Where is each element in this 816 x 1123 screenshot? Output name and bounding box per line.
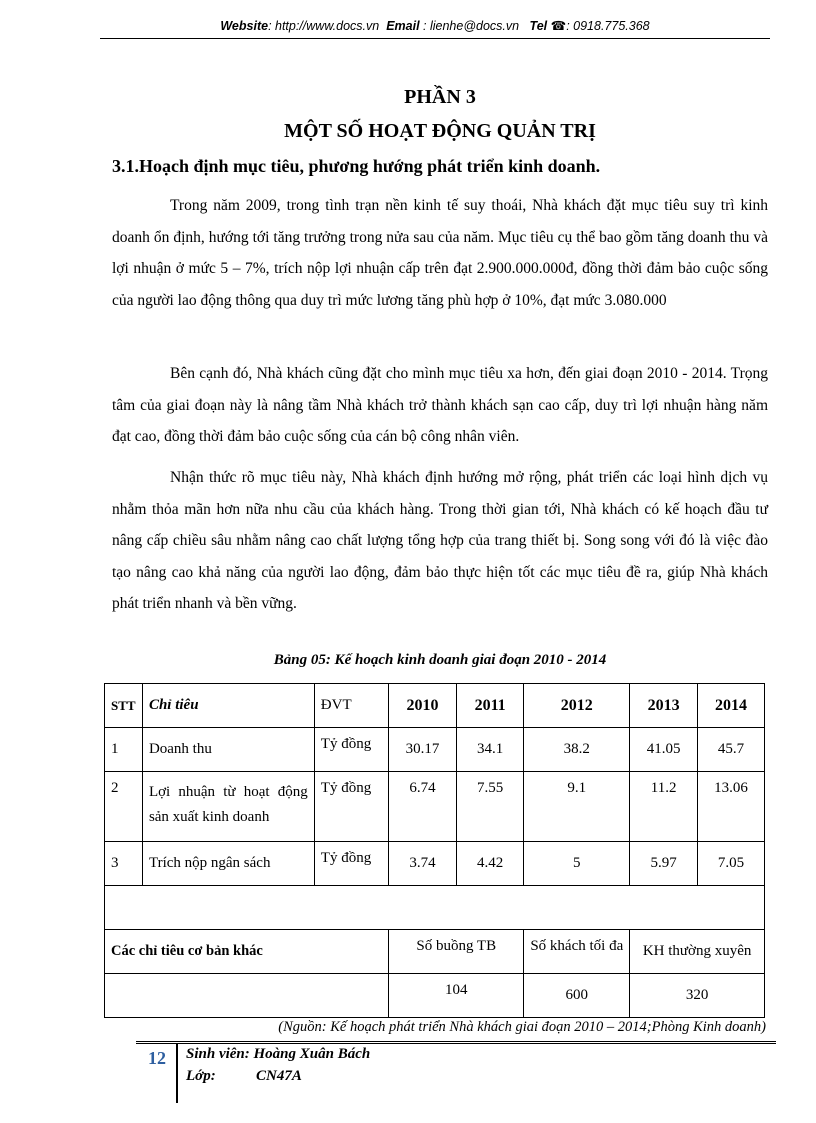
paragraph-2: Bên cạnh đó, Nhà khách cũng đặt cho mình mục tiêu xa hơn, đến giai đoạn 2010 - 2014. Trọng tâm của giai đoạn này là nâng tầm Nhà khách trở thành khách sạn cao cấp, duy trì lợi nhuận hàng năm đạt cao, đồng thời đảm bảo cuộc sống của cán bộ công nhân viên. — [112, 365, 768, 445]
footer-divider — [136, 1041, 776, 1044]
cell-value: 38.2 — [524, 728, 630, 772]
table-row — [105, 728, 765, 772]
cell-value: 5.97 — [630, 842, 698, 886]
table-row — [105, 842, 765, 886]
cell-indicator: Trích nộp ngân sách — [142, 842, 314, 886]
other-value-guests: 600 — [524, 974, 630, 1018]
cell-unit: Tỷ đồng — [314, 728, 388, 772]
other-header-regular: KH thường xuyên — [630, 930, 765, 974]
cell-stt: 1 — [105, 728, 143, 772]
email-address: : lienhe@docs.vn — [423, 19, 520, 33]
email-label: Email — [386, 19, 420, 33]
page-number: 12 — [148, 1048, 166, 1068]
business-plan-table — [104, 683, 765, 1018]
cell-stt: 2 — [105, 772, 143, 842]
header-divider — [100, 38, 770, 39]
cell-indicator: Doanh thu — [142, 728, 314, 772]
cell-value: 30.17 — [389, 728, 457, 772]
header-indicator: Chỉ tiêu — [142, 684, 314, 728]
website-label: Website — [220, 19, 269, 33]
cell-value: 11.2 — [630, 772, 698, 842]
table-row — [105, 772, 765, 842]
other-value-regular: 320 — [630, 974, 765, 1018]
section-title: 3.1.Hoạch định mục tiêu, phương hướng phát triển kinh doanh. — [112, 156, 601, 176]
header-year: 2013 — [630, 684, 698, 728]
other-value-rooms: 104 — [389, 974, 524, 1018]
header-year: 2012 — [524, 684, 630, 728]
other-header-rooms: Số buồng TB — [389, 930, 524, 974]
cell-value: 41.05 — [630, 728, 698, 772]
tel-label: Tel — [529, 19, 548, 33]
other-indicators-label: Các chỉ tiêu cơ bản khác — [105, 930, 389, 974]
footer-student: Sinh viên: Hoàng Xuân Bách — [186, 1046, 371, 1062]
source-note: (Nguồn: Kế hoạch phát triển Nhà khách giai đoạn 2010 – 2014;Phòng Kinh doanh) — [278, 1019, 766, 1035]
cell-value: 6.74 — [389, 772, 457, 842]
part-subtitle: MỘT SỐ HOẠT ĐỘNG QUẢN TRỊ — [284, 120, 596, 142]
other-header-guests: Số khách tối đa — [524, 930, 630, 974]
table-caption: Bảng 05: Kế hoạch kinh doanh giai đoạn 2010 - 2014 — [273, 652, 607, 668]
page-header — [100, 18, 770, 33]
empty-cell — [105, 886, 765, 930]
cell-unit: Tỷ đồng — [314, 842, 388, 886]
footer-class-value: CN47A — [256, 1068, 302, 1084]
header-year: 2010 — [389, 684, 457, 728]
cell-value: 9.1 — [524, 772, 630, 842]
empty-cell — [105, 974, 389, 1018]
paragraph-1: Trong năm 2009, trong tình trạn nền kinh tế suy thoái, Nhà khách đặt mục tiêu suy trì kinh doanh ổn định, hướng tới tăng trưởng trong nửa sau của năm. Mục tiêu cụ thể bao gồm tăng doanh thu và lợi nhuận ở mức 5 – 7%, trích nộp lợi nhuận cấp trên đạt 2.900.000.000đ, đồng thời đảm bảo cuộc sống của người lao động thông qua duy trì mức lương tăng phù hợp ở 10%, đạt mức 3.080.000 — [112, 197, 768, 309]
other-indicators-value-row — [105, 974, 765, 1018]
cell-value: 5 — [524, 842, 630, 886]
header-year: 2014 — [698, 684, 765, 728]
cell-stt: 3 — [105, 842, 143, 886]
footer-vertical-divider — [176, 1043, 178, 1103]
header-stt: STT — [105, 684, 143, 728]
table-empty-row — [105, 886, 765, 930]
cell-value: 34.1 — [456, 728, 523, 772]
website-url: : http://www.docs.vn — [268, 19, 380, 33]
cell-value: 3.74 — [389, 842, 457, 886]
footer-class-label: Lớp: — [186, 1068, 216, 1084]
cell-value: 13.06 — [698, 772, 765, 842]
cell-value: 7.05 — [698, 842, 765, 886]
cell-unit: Tỷ đồng — [314, 772, 388, 842]
paragraph-3: Nhận thức rõ mục tiêu này, Nhà khách định hướng mở rộng, phát triển các loại hình dịch vụ nhằm thỏa mãn hơn nữa nhu cầu của khách hàng. Trong thời gian tới, Nhà khách có kế hoạch đầu tư nâng cấp chiều sâu nhằm nâng cao chất lượng tổng hợp của trang thiết bị. Song song với đó là việc đào tạo nâng cao khả năng của người lao động, đảm bảo thực hiện tốt các mục tiêu đề ra, giúp Nhà khách phát triển nhanh và bền vững. — [112, 469, 768, 612]
table-header-row — [105, 684, 765, 728]
header-unit: ĐVT — [314, 684, 388, 728]
header-year: 2011 — [456, 684, 523, 728]
cell-value: 4.42 — [456, 842, 523, 886]
other-indicators-header-row — [105, 930, 765, 974]
tel-number: : 0918.775.368 — [566, 19, 650, 33]
cell-value: 7.55 — [456, 772, 523, 842]
cell-value: 45.7 — [698, 728, 765, 772]
phone-icon: ☎ — [550, 19, 567, 33]
part-title: PHẦN 3 — [404, 86, 476, 108]
cell-indicator: Lợi nhuận từ hoạt động sản xuất kinh doanh — [142, 772, 314, 842]
